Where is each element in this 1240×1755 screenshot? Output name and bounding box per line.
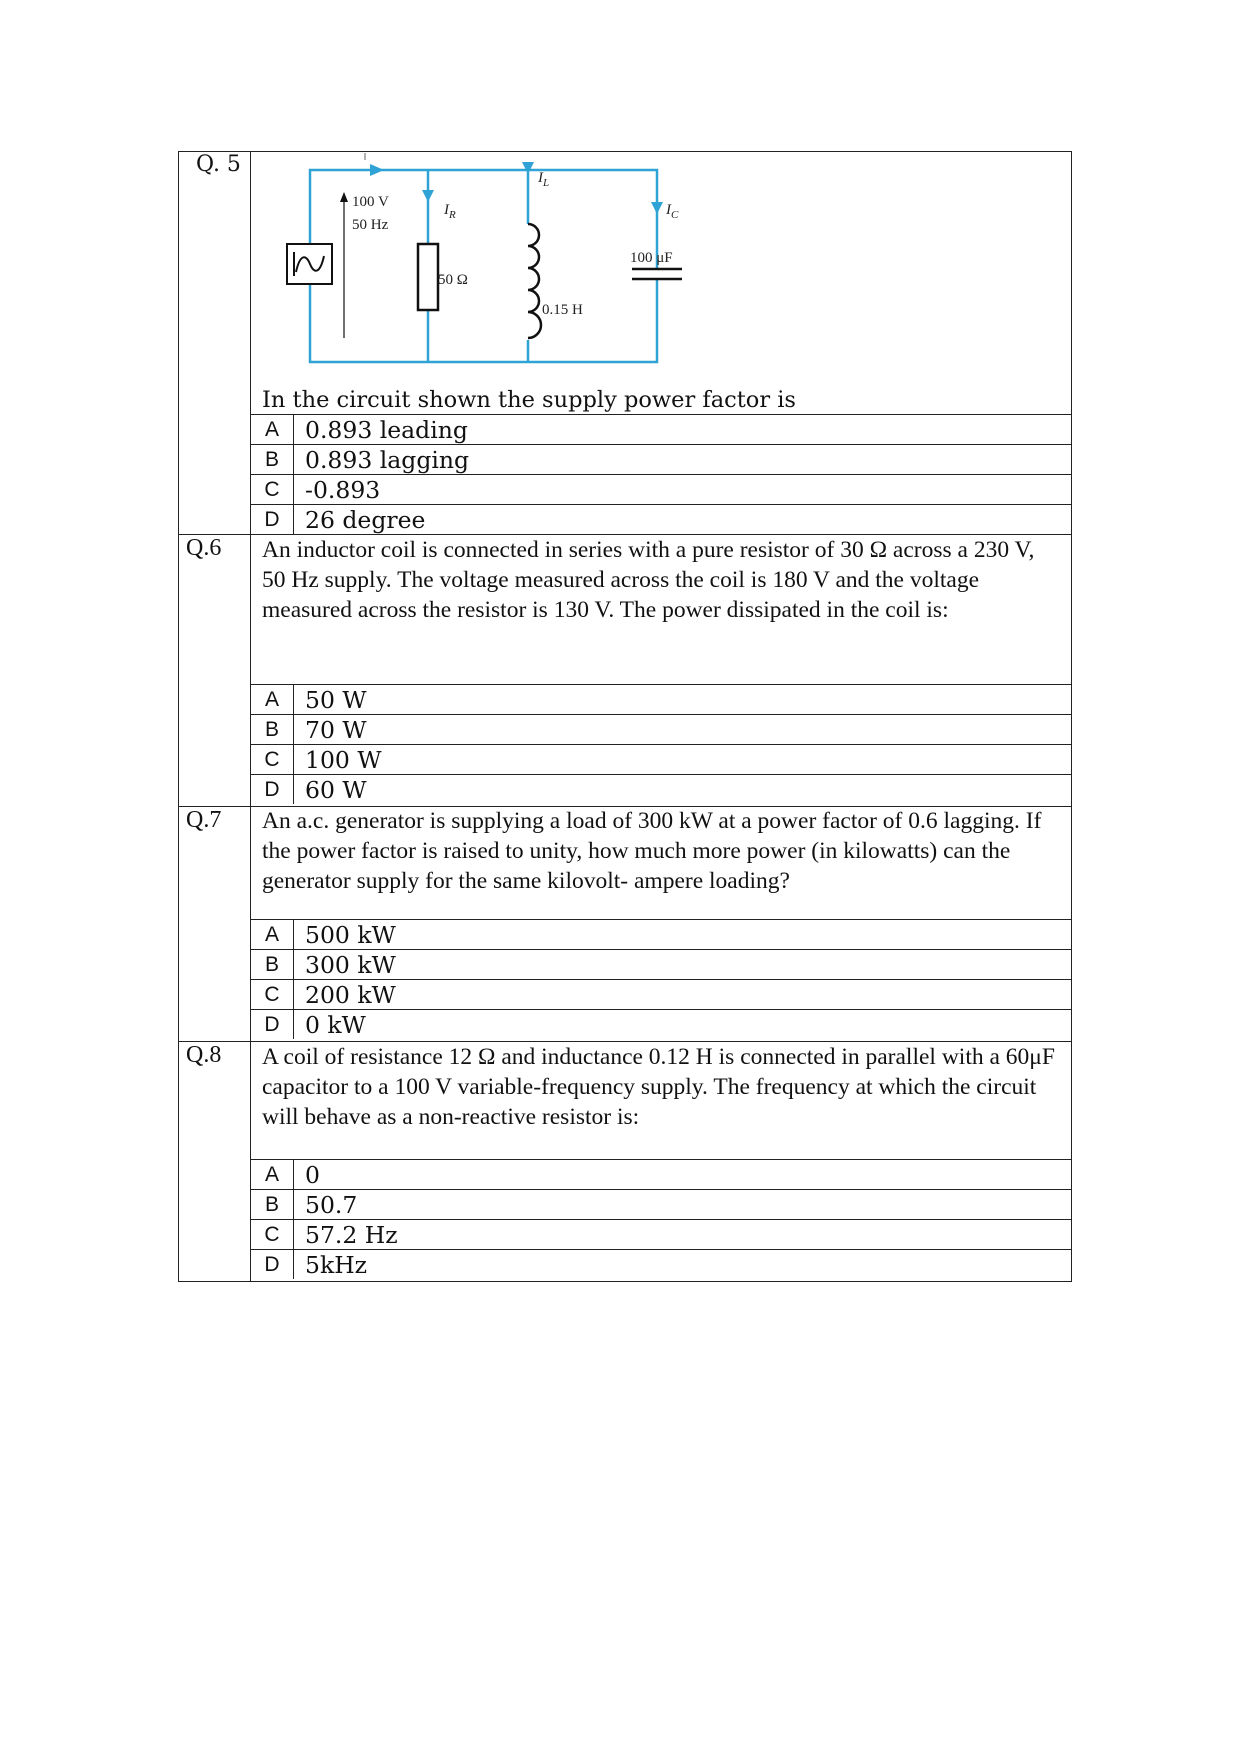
- option-value: 50.7: [305, 1191, 358, 1219]
- option-value: -0.893: [305, 476, 381, 504]
- question-number: Q. 5: [196, 152, 241, 177]
- question-number: Q.8: [186, 1042, 222, 1068]
- option-letter: D: [251, 775, 294, 804]
- supply-frequency-label: 50 Hz: [352, 217, 389, 233]
- option-letter: A: [251, 920, 294, 949]
- option-row: [251, 1220, 1072, 1250]
- option-letter: B: [251, 1190, 294, 1219]
- option-value: 0: [305, 1161, 320, 1189]
- question-text: In the circuit shown the supply power factor is: [262, 387, 796, 413]
- option-row: [251, 1160, 1072, 1190]
- supply-voltage-label: 100 V: [352, 194, 389, 210]
- option-value: 200 kW: [305, 981, 396, 1009]
- option-row: [251, 685, 1072, 715]
- option-row: [251, 920, 1072, 950]
- option-value: 60 W: [305, 776, 367, 804]
- question-text: An a.c. generator is supplying a load of 300 kW at a power factor of 0.6 lagging. If the power factor is raised to unity, how much more power (in kilowatts) can the generator supply for the same kilovolt- ampere loading?: [262, 808, 1042, 894]
- current-c-label: $I_C$: [666, 202, 679, 221]
- current-arrow-icon: [651, 202, 663, 214]
- option-row: [251, 475, 1072, 505]
- option-letter: A: [251, 415, 294, 444]
- option-row: [251, 1010, 1072, 1040]
- question-text: A coil of resistance 12 Ω and inductance 0.12 H is connected in parallel with a 60μF capacitor to a 100 V variable-frequency supply. The frequency at which the circuit will behave as a non-reactive resistor is:: [262, 1044, 1055, 1130]
- option-row: [251, 950, 1072, 980]
- option-letter: C: [251, 1220, 294, 1249]
- option-value: 100 W: [305, 746, 382, 774]
- current-arrow-icon: [522, 162, 534, 174]
- current-l-label: $I_L$: [538, 170, 550, 189]
- option-row: [251, 715, 1072, 745]
- option-letter: A: [251, 1160, 294, 1189]
- option-value: 5kHz: [305, 1251, 368, 1279]
- option-row: [251, 1250, 1072, 1280]
- option-letter: B: [251, 445, 294, 474]
- option-letter: C: [251, 475, 294, 504]
- inductor-value-label: 0.15 H: [542, 302, 583, 318]
- option-value: 70 W: [305, 716, 367, 744]
- option-row: [251, 415, 1072, 445]
- option-row: [251, 505, 1072, 535]
- option-value: 50 W: [305, 686, 367, 714]
- option-letter: A: [251, 685, 294, 714]
- option-row: [251, 775, 1072, 805]
- question-text: An inductor coil is connected in series with a pure resistor of 30 Ω across a 230 V, 50 Hz supply. The voltage measured across the coil is 180 V and the voltage measured across the resistor is 130 V. The power dissipated in the coil is:: [262, 537, 1035, 623]
- circuit-diagram: [270, 148, 730, 373]
- question-number: Q.7: [186, 807, 222, 833]
- option-letter: B: [251, 715, 294, 744]
- option-letter: D: [251, 1250, 294, 1279]
- resistor-value-label: 50 Ω: [438, 272, 468, 288]
- option-value: 500 kW: [305, 921, 396, 949]
- capacitor-value-label: 100 μF: [630, 250, 673, 266]
- current-arrow-icon: [370, 164, 384, 176]
- option-letter: C: [251, 745, 294, 774]
- option-value: 26 degree: [305, 506, 426, 534]
- option-row: [251, 445, 1072, 475]
- option-row: [251, 980, 1072, 1010]
- current-arrow-icon: [422, 190, 434, 202]
- voltage-arrow-icon: [340, 192, 348, 202]
- option-letter: D: [251, 505, 294, 534]
- option-value: 300 kW: [305, 951, 396, 979]
- resistor-icon: [418, 244, 438, 310]
- option-value: 57.2 Hz: [305, 1221, 398, 1249]
- current-r-label: $I_R$: [444, 202, 456, 221]
- question-number: Q.6: [186, 535, 222, 561]
- option-value: 0.893 lagging: [305, 446, 470, 474]
- option-letter: B: [251, 950, 294, 979]
- option-letter: C: [251, 980, 294, 1009]
- option-row: [251, 745, 1072, 775]
- option-value: 0.893 leading: [305, 416, 468, 444]
- option-value: 0 kW: [305, 1011, 366, 1039]
- option-letter: D: [251, 1010, 294, 1039]
- option-row: [251, 1190, 1072, 1220]
